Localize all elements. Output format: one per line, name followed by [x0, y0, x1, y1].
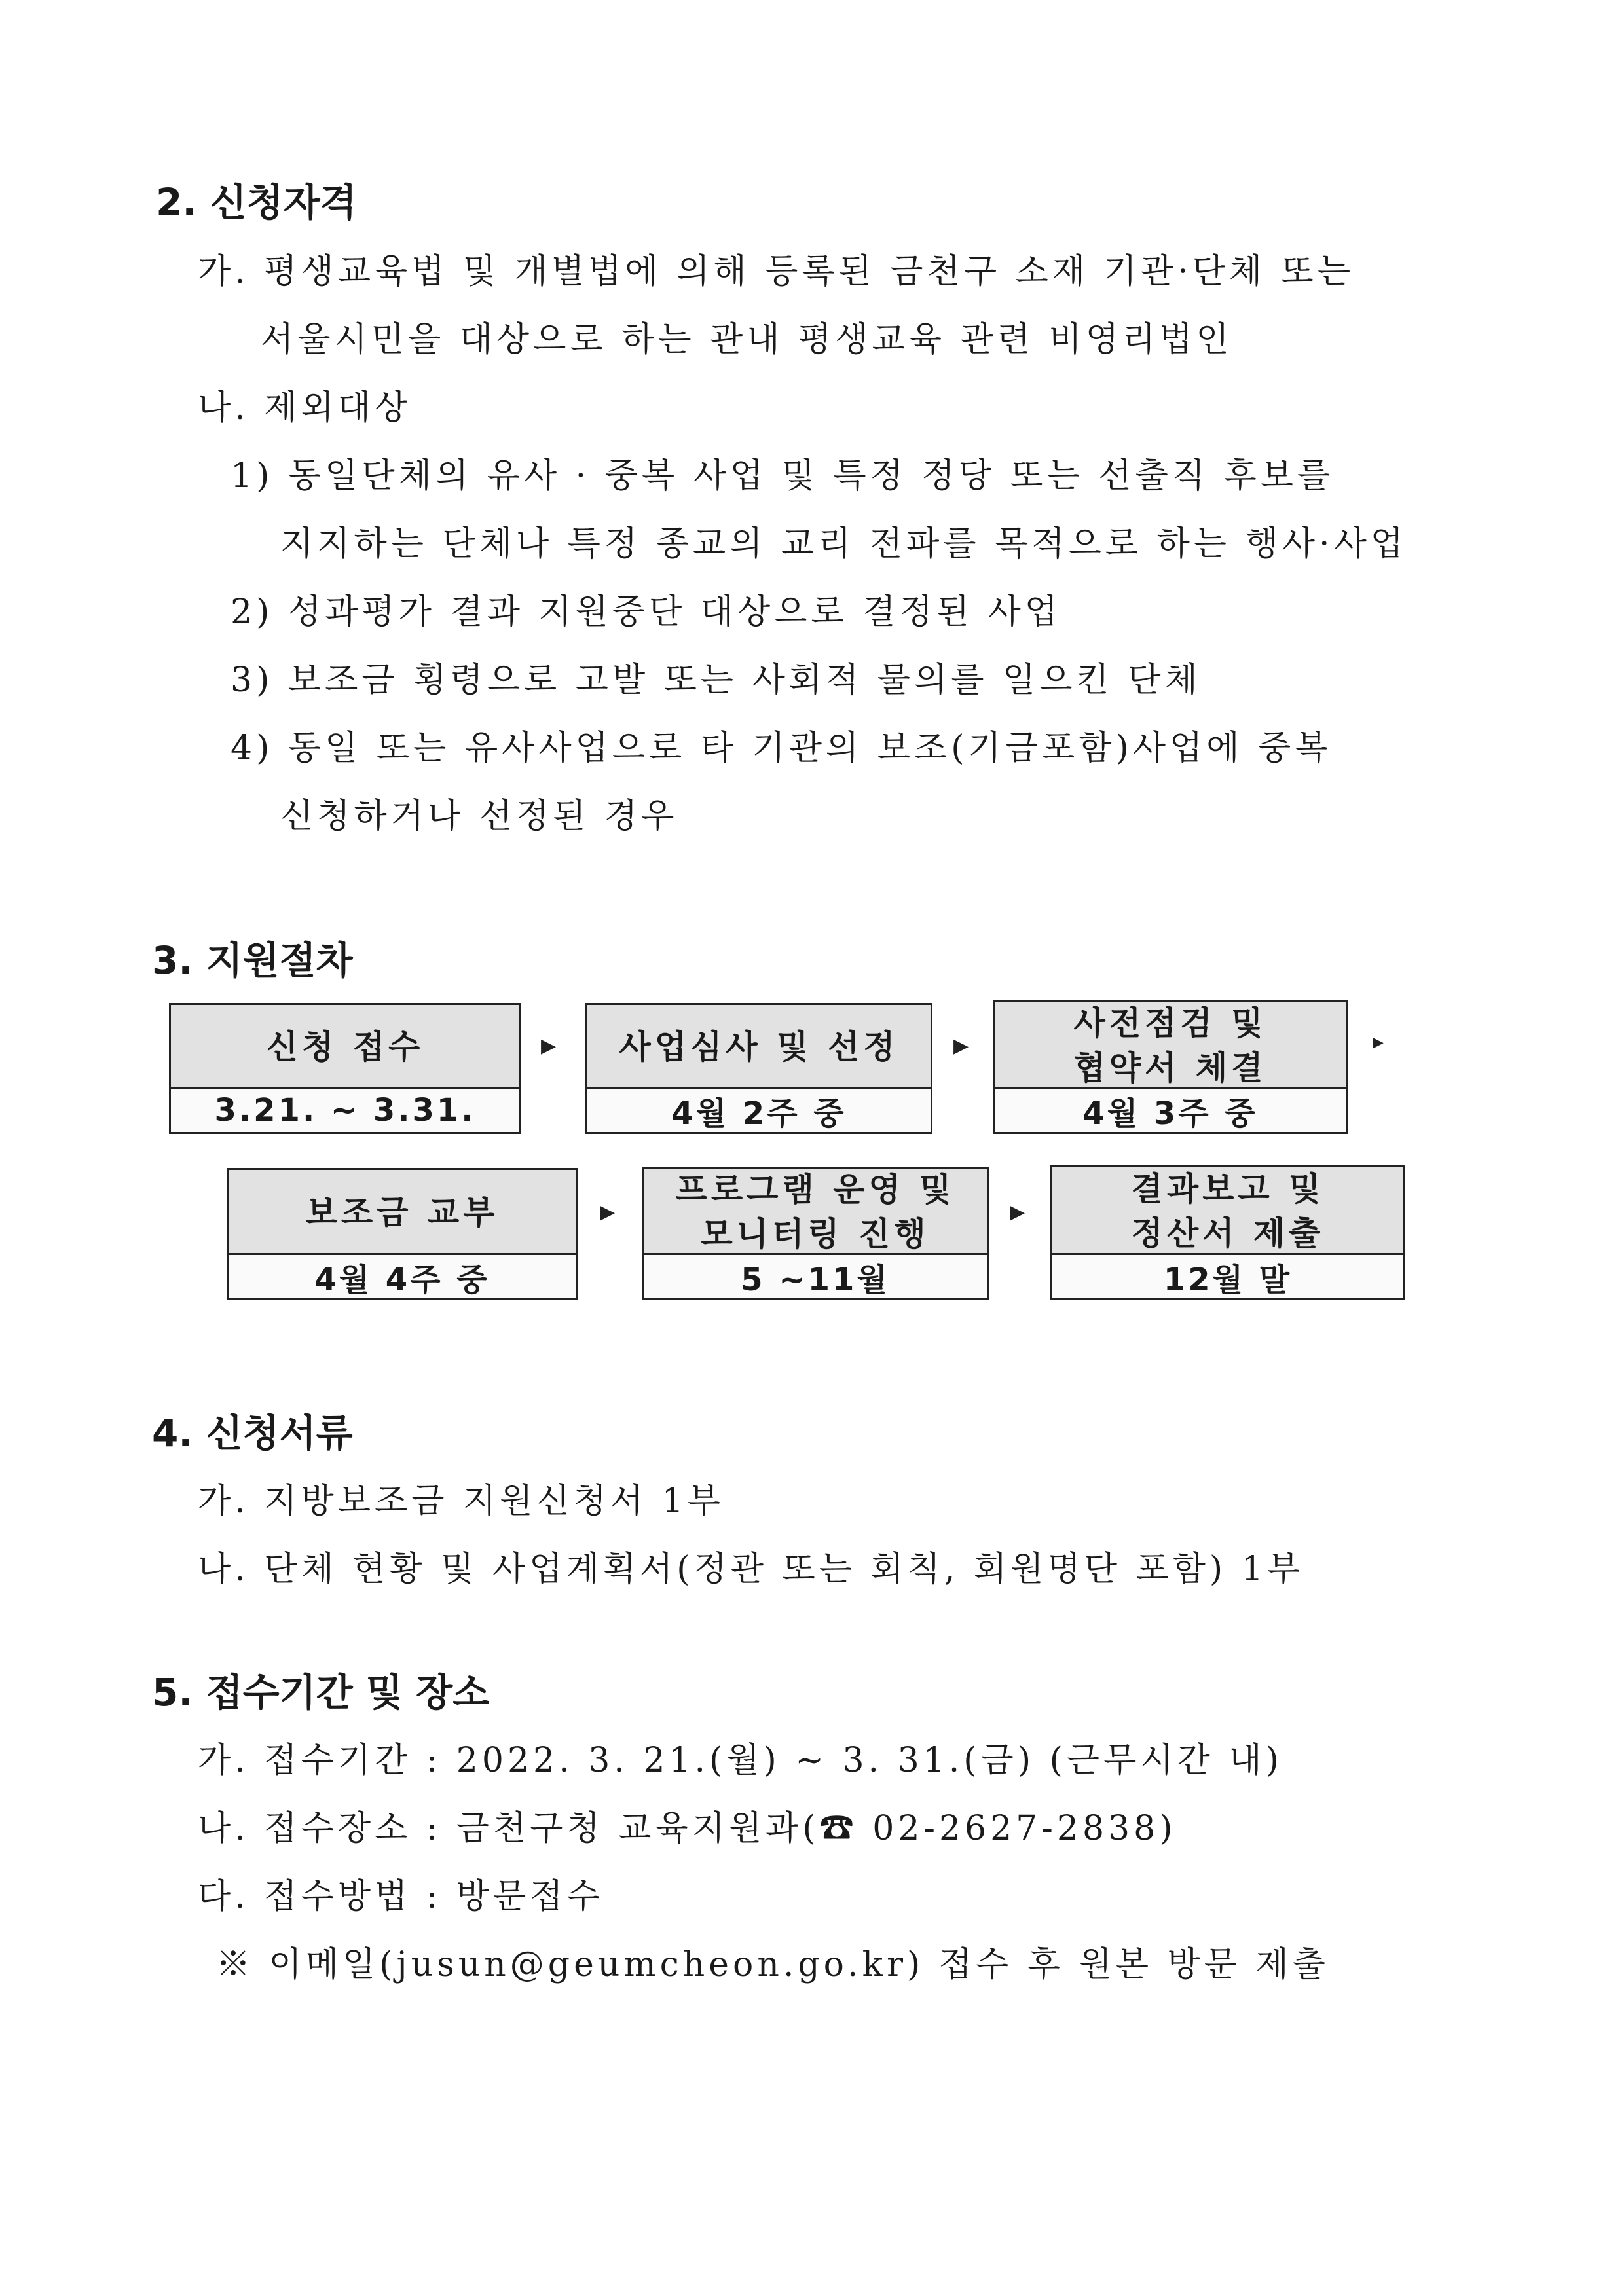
exclusion-item-1-line2: 지지하는 단체나 특정 종교의 교리 전파를 목적으로 하는 행사·사업: [280, 524, 1408, 564]
flow-step-4-title: 보조금 교부: [305, 1194, 499, 1231]
flow-step-6-period: 12월 말: [1052, 1253, 1403, 1298]
flow-step-2-title: 사업심사 및 선정: [619, 1028, 899, 1066]
flow-step-1: [169, 1003, 521, 1134]
section-5-da: 다. 접수방법 : 방문접수: [198, 1877, 604, 1916]
section-4-heading: 4. 신청서류: [152, 1411, 353, 1455]
section-2-heading: 2. 신청자격: [156, 180, 357, 225]
flow-arrow-icon: ▶: [541, 1034, 557, 1057]
flow-step-6: [1050, 1165, 1405, 1300]
exclusion-item-2: 2) 성과평가 결과 지원중단 대상으로 결정된 사업: [231, 592, 1061, 632]
flow-step-1-title: 신청 접수: [266, 1028, 424, 1066]
flow-step-3: [993, 1000, 1348, 1134]
section-2-ga-line1: 가. 평생교육법 및 개별법에 의해 등록된 금천구 소재 기관·단체 또는: [198, 252, 1355, 291]
exclusion-item-3: 3) 보조금 횡령으로 고발 또는 사회적 물의를 일으킨 단체: [231, 661, 1202, 700]
flow-step-2-period: 4월 2주 중: [587, 1087, 931, 1132]
section-5-na: 나. 접수장소 : 금천구청 교육지원과(☎ 02-2627-2838): [198, 1809, 1177, 1848]
section-2-na: 나. 제외대상: [198, 388, 412, 428]
flow-step-6-title-line2: 정산서 제출: [1131, 1214, 1325, 1252]
flow-step-5-period: 5 ~11월: [644, 1253, 987, 1298]
flow-step-3-period: 4월 3주 중: [995, 1087, 1346, 1132]
flow-step-4: [227, 1168, 578, 1300]
flow-step-5-title-line2: 모니터링 진행: [701, 1215, 930, 1253]
flow-step-6-title-line1: 결과보고 및: [1131, 1170, 1325, 1208]
section-4-na: 나. 단체 현황 및 사업계획서(정관 또는 회칙, 회원명단 포함) 1부: [198, 1550, 1304, 1589]
exclusion-item-4-line1: 4) 동일 또는 유사사업으로 타 기관의 보조(기금포함)사업에 중복: [231, 729, 1332, 768]
flow-step-3-title-line2: 협약서 체결: [1073, 1049, 1267, 1087]
section-4-ga: 가. 지방보조금 지원신청서 1부: [198, 1482, 724, 1521]
flow-arrow-icon: ▶: [953, 1034, 969, 1057]
flow-step-1-period: 3.21. ~ 3.31.: [171, 1087, 519, 1132]
flow-step-2: [585, 1003, 932, 1134]
section-2-ga-line2: 서울시민을 대상으로 하는 관내 평생교육 관련 비영리법인: [261, 320, 1233, 359]
flow-step-4-period: 4월 4주 중: [229, 1253, 576, 1298]
exclusion-item-4-line2: 신청하거나 선정된 경우: [280, 797, 678, 836]
flow-arrow-icon: ▶: [1373, 1034, 1384, 1051]
exclusion-item-1-line1: 1) 동일단체의 유사 · 중복 사업 및 특정 정당 또는 선출직 후보를: [231, 456, 1335, 496]
flow-step-5: [642, 1167, 989, 1300]
section-3-heading: 3. 지원절차: [152, 938, 353, 983]
section-5-heading: 5. 접수기간 및 장소: [152, 1670, 490, 1715]
flow-arrow-icon: ▶: [1010, 1201, 1025, 1224]
flow-arrow-icon: ▶: [600, 1201, 616, 1224]
flow-step-5-title-line1: 프로그램 운영 및: [675, 1171, 955, 1209]
section-5-note: ※ 이메일(jusun@geumcheon.go.kr) 접수 후 원본 방문 제출: [216, 1945, 1329, 1984]
section-5-ga: 가. 접수기간 : 2022. 3. 21.(월) ~ 3. 31.(금) (근무시간 내): [198, 1741, 1283, 1780]
flow-step-3-title-line1: 사전점검 및: [1073, 1004, 1267, 1042]
